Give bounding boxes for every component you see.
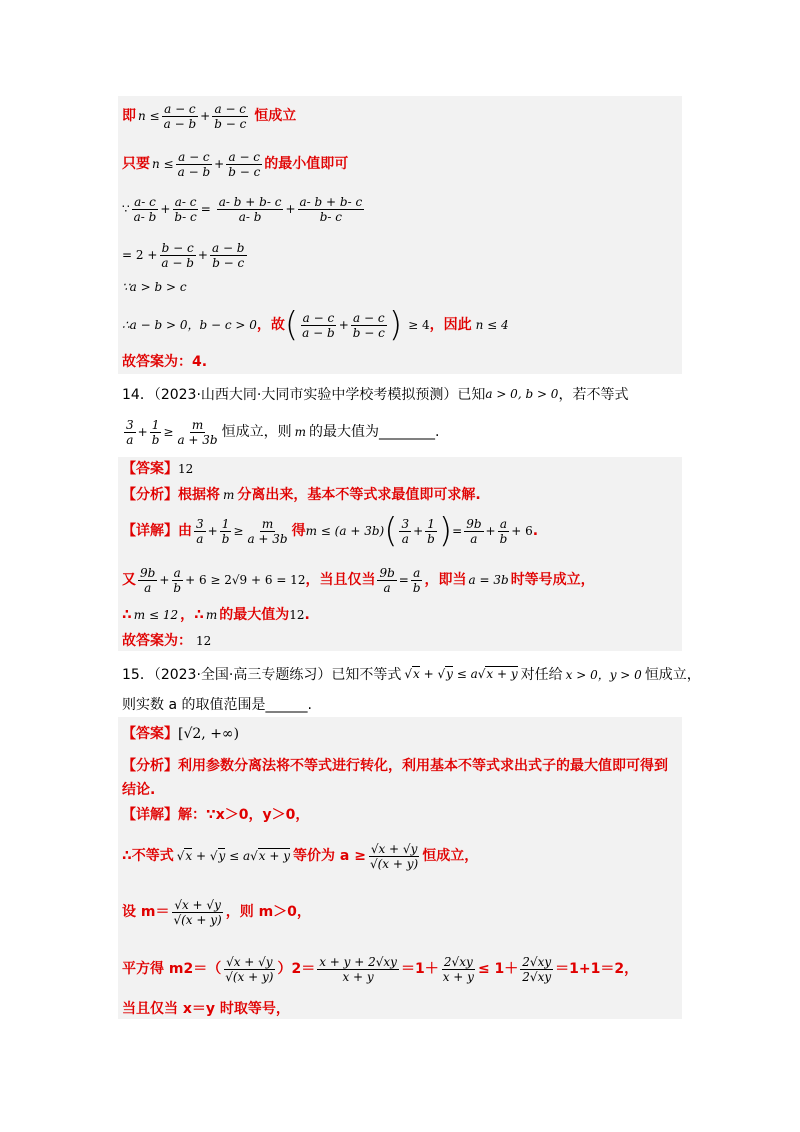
analysis-line-15: 【分析】 利用参数分离法将不等式进行转化，利用基本不等式求出式子的最大值即可得到 xyxy=(122,758,668,774)
line-zhiyao: 只要 n ≤ $\frac{a - c}{a - b}$ + $\frac{a - c}{b - c}$ 的最小值即可 xyxy=(122,149,349,179)
question-14-line2: $\frac{3}{a}$ + $\frac{1}{b}$ ≥ $\frac{m}{a + 3b}$ 恒成立，则 m 的最大值为________. xyxy=(126,417,440,447)
line-equals-2: = 2 + $\frac{b - c}{a - b}$ + $\frac{a - b}{b - c}$ xyxy=(122,240,245,270)
so-line-14: ∴ m ≤ 12 ，∴ m 的最大值为 12 . xyxy=(122,607,310,623)
detail-line-14: 【详解】 由 $\frac{3}{a}$ + $\frac{1}{b}$ ≥ $\frac{m}{a + 3b}$ 得 m ≤ (a + 3b) ( $\frac{3}{a}$ + $\frac{1}{b}$ ) = $\frac{9b}{a}$ + $\frac{a}{b}$ + 6 . xyxy=(122,511,539,551)
final-line-14: 故答案为： 12 xyxy=(122,633,212,649)
line-ji: 即 n ≤ $\frac{a - c}{a - b}$ + $\frac{a - c}{b - c}$ 恒成立 xyxy=(122,101,297,131)
square-line-15: 平方得 m2＝（ $\frac{√x + √y}{√(x + y)}$ ）2＝ $\frac{x + y + 2√xy}{x + y}$ ＝1＋ $\frac{2√xy}{x + y}$ ≤ 1＋ $\frac{2√xy}{2√xy}$ ＝1+1＝2， xyxy=(122,954,639,984)
equality-line-15: 当且仅当 x＝y 时取等号， xyxy=(122,1001,290,1017)
answer-line-15: 【答案】 [√2, +∞) xyxy=(122,726,240,742)
you-line-14: 又 $\frac{9b}{a}$ + $\frac{a}{b}$ + 6 ≥ 2√9 + 6 = 12 ，当且仅当 $\frac{9b}{a}$ = $\frac{a}{b}$ ，即当 a = 3b 时等号成立， xyxy=(122,565,595,595)
line-because-sum: ∵ $\frac{a- c}{a- b}$ + $\frac{a- c}{b- c}$ = $\frac{a- b + b- c}{a- b}$ + $\frac{a- b + b- c}{b- c}$ xyxy=(122,194,363,224)
analysis-line-15b: 结论. xyxy=(122,782,156,798)
inequality-line-15: ∴不等式 √x + √y ≤ a√x + y 等价为 a ≥ $\frac{√x + √y}{√(x + y)}$ 恒成立， xyxy=(122,841,479,871)
line-a-gt-b-gt-c: ∵a > b > c xyxy=(122,280,187,294)
answer-line-14: 【答案】 12 xyxy=(122,461,194,477)
question-15-line2: 则实数 a 的取值范围是______. xyxy=(122,697,312,713)
question-14-line1: 14．（2023·山西大同·大同市实验中学校考模拟预测）已知 a > 0, b > 0 ，若不等式 xyxy=(122,387,629,403)
answer-line-13: 故答案为：4. xyxy=(122,354,208,370)
line-therefore: ∴a − b > 0，b − c > 0 ，故 ( $\frac{a - c}{a - b}$ + $\frac{a - c}{b - c}$ ) ≥ 4 ，因此 n ≤ 4 xyxy=(122,305,509,345)
question-15-line1: 15．（2023·全国·高三专题练习）已知不等式 √x + √y ≤ a√x + y 对任给 x > 0，y > 0 恒成立， xyxy=(122,667,701,683)
set-m-line-15: 设 m＝ $\frac{√x + √y}{√(x + y)}$ ，则 m＞0， xyxy=(122,897,311,927)
detail-line-15: 【详解】 解：∵x＞0，y＞0， xyxy=(122,807,310,823)
analysis-line-14: 【分析】 根据将 m 分离出来，基本不等式求最值即可求解. xyxy=(122,487,481,503)
